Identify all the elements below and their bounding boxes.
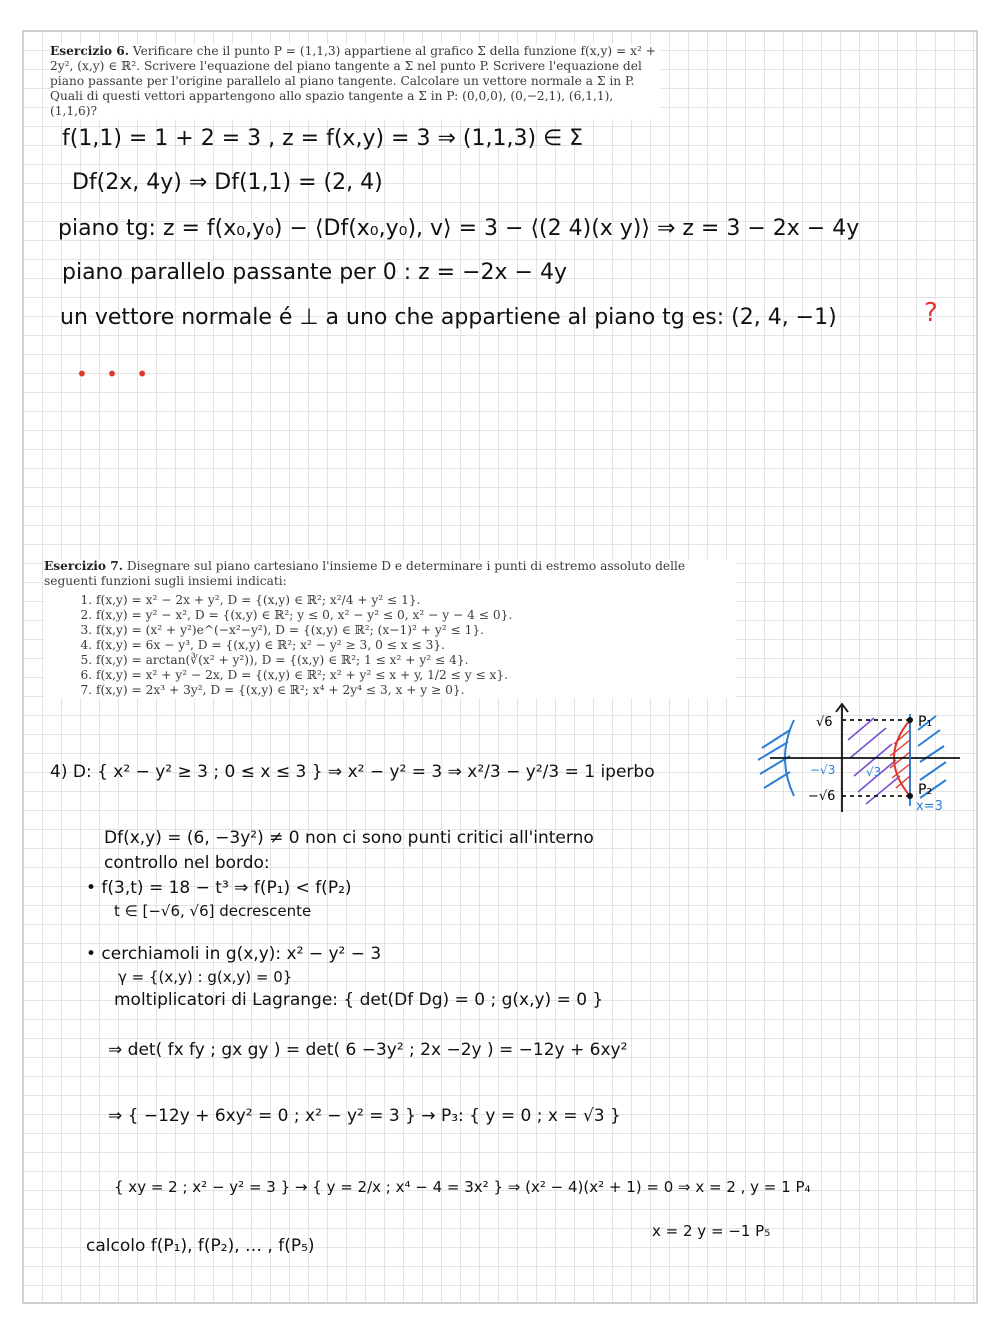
hw7-line-2: Df(x,y) = (6, −3y²) ≠ 0 non ci sono punti critici all'interno bbox=[104, 828, 594, 848]
exercise-7-item-5: 5. f(x,y) = arctan(∛(x² + y²)), D = {(x,y) ∈ ℝ²; 1 ≤ x² + y² ≤ 4}. bbox=[96, 653, 736, 668]
exercise-7-item-6: 6. f(x,y) = x² + y² − 2x, D = {(x,y) ∈ ℝ²; x² + y² ≤ x + y, 1/2 ≤ y ≤ x}. bbox=[96, 668, 736, 683]
hw6-line-1: f(1,1) = 1 + 2 = 3 , z = f(x,y) = 3 ⇒ (1,1,3) ∈ Σ bbox=[62, 126, 584, 151]
point-p2 bbox=[907, 793, 913, 799]
hw6-line-4: piano parallelo passante per 0 : z = −2x − 4y bbox=[62, 260, 567, 285]
label-sqrt6: √6 bbox=[816, 715, 833, 730]
label-sqrt3: √3 bbox=[866, 765, 882, 779]
question-mark: ? bbox=[924, 298, 938, 328]
domain-sketch bbox=[750, 700, 980, 820]
exercise-6-heading: Esercizio 6. bbox=[50, 44, 130, 58]
label-neg-sqrt3: −√3 bbox=[810, 763, 836, 777]
exercise-7-text bbox=[44, 559, 736, 698]
exercise-7-item-2: 2. f(x,y) = y² − x², D = {(x,y) ∈ ℝ²; y ≤ 0, x² − y² ≤ 0, x² − y − 4 ≤ 0}. bbox=[96, 608, 736, 623]
hw7-line-12: x = 2 y = −1 P₅ bbox=[652, 1222, 771, 1240]
exercise-7-item-7: 7. f(x,y) = 2x³ + 3y², D = {(x,y) ∈ ℝ²; x⁴ + 2y⁴ ≤ 3, x + y ≥ 0}. bbox=[96, 683, 736, 698]
hw7-line-6: • cerchiamoli in g(x,y): x² − y² − 3 bbox=[86, 944, 382, 964]
hw7-line-13: calcolo f(P₁), f(P₂), … , f(P₅) bbox=[86, 1236, 315, 1256]
hw7-line-5: t ∈ [−√6, √6] decrescente bbox=[114, 902, 312, 920]
exercise-7-list bbox=[44, 593, 736, 698]
hw6-line-3: piano tg: z = f(x₀,y₀) − ⟨Df(x₀,y₀), v⟩ = 3 − ⟨(2 4)(x y)⟩ ⇒ z = 3 − 2x − 4y bbox=[58, 216, 860, 241]
hw6-line-2: Df(2x, 4y) ⇒ Df(1,1) = (2, 4) bbox=[72, 170, 383, 195]
exercise-7-body: Disegnare sul piano cartesiano l'insieme D e determinare i punti di estremo assoluto delle seguenti funzioni sugli insiemi indicati: bbox=[44, 559, 686, 588]
hw6-line-5: un vettore normale é ⊥ a uno che appartiene al piano tg es: (2, 4, −1) bbox=[60, 305, 837, 330]
exercise-7-item-1: 1. f(x,y) = x² − 2x + y², D = {(x,y) ∈ ℝ²; x²/4 + y² ≤ 1}. bbox=[96, 593, 736, 608]
exercise-7-item-4: 4. f(x,y) = 6x − y³, D = {(x,y) ∈ ℝ²; x² − y² ≥ 3, 0 ≤ x ≤ 3}. bbox=[96, 638, 736, 653]
hw7-line-7: γ = {(x,y) : g(x,y) = 0} bbox=[118, 968, 293, 986]
exercise-7-heading: Esercizio 7. bbox=[44, 559, 124, 573]
red-dots: • • • bbox=[76, 362, 155, 386]
hw7-line-4: • f(3,t) = 18 − t³ ⇒ f(P₁) < f(P₂) bbox=[86, 878, 352, 898]
exercise-7-item-3: 3. f(x,y) = (x² + y²)e^(−x²−y²), D = {(x,y) ∈ ℝ²; (x−1)² + y² ≤ 1}. bbox=[96, 623, 736, 638]
hw7-line-10: ⇒ { −12y + 6xy² = 0 ; x² − y² = 3 } → P₃: { y = 0 ; x = √3 } bbox=[108, 1106, 621, 1126]
label-p1: P₁ bbox=[918, 714, 933, 730]
label-neg-sqrt6: −√6 bbox=[808, 789, 836, 804]
hw7-line-8: moltiplicatori di Lagrange: { det(Df Dg) = 0 ; g(x,y) = 0 } bbox=[114, 990, 604, 1010]
hw7-line-11: { xy = 2 ; x² − y² = 3 } → { y = 2/x ; x⁴ − 4 = 3x² } ⇒ (x² − 4)(x² + 1) = 0 ⇒ x = 2 , y = 1 P₄ bbox=[114, 1178, 811, 1196]
label-x3: x=3 bbox=[916, 799, 943, 814]
hw7-line-3: controllo nel bordo: bbox=[104, 853, 270, 873]
exercise-6-text bbox=[50, 44, 660, 119]
hw7-line-1: 4) D: { x² − y² ≥ 3 ; 0 ≤ x ≤ 3 } ⇒ x² − y² = 3 ⇒ x²/3 − y²/3 = 1 iperbo bbox=[50, 762, 655, 782]
label-p2: P₂ bbox=[918, 782, 933, 798]
purple-hatching bbox=[848, 718, 900, 804]
exercise-6-body: Verificare che il punto P = (1,1,3) appartiene al grafico Σ della funzione f(x,y) = x² + 2y², (x,y) ∈ ℝ². Scrivere l'equazione del piano tangente a Σ nel punto P. Scrivere l'equazione del piano passante per l'origine parallelo al piano tangente. Calcolare un vettore normale a Σ in P. Quali di questi vettori appartengono allo spazio tangente a Σ in P: (0,0,0), (0,−2,1), (6,1,1), (1,1,6)? bbox=[50, 44, 656, 118]
hw7-line-9: ⇒ det( fx fy ; gx gy ) = det( 6 −3y² ; 2x −2y ) = −12y + 6xy² bbox=[108, 1040, 628, 1060]
point-p1 bbox=[907, 717, 913, 723]
